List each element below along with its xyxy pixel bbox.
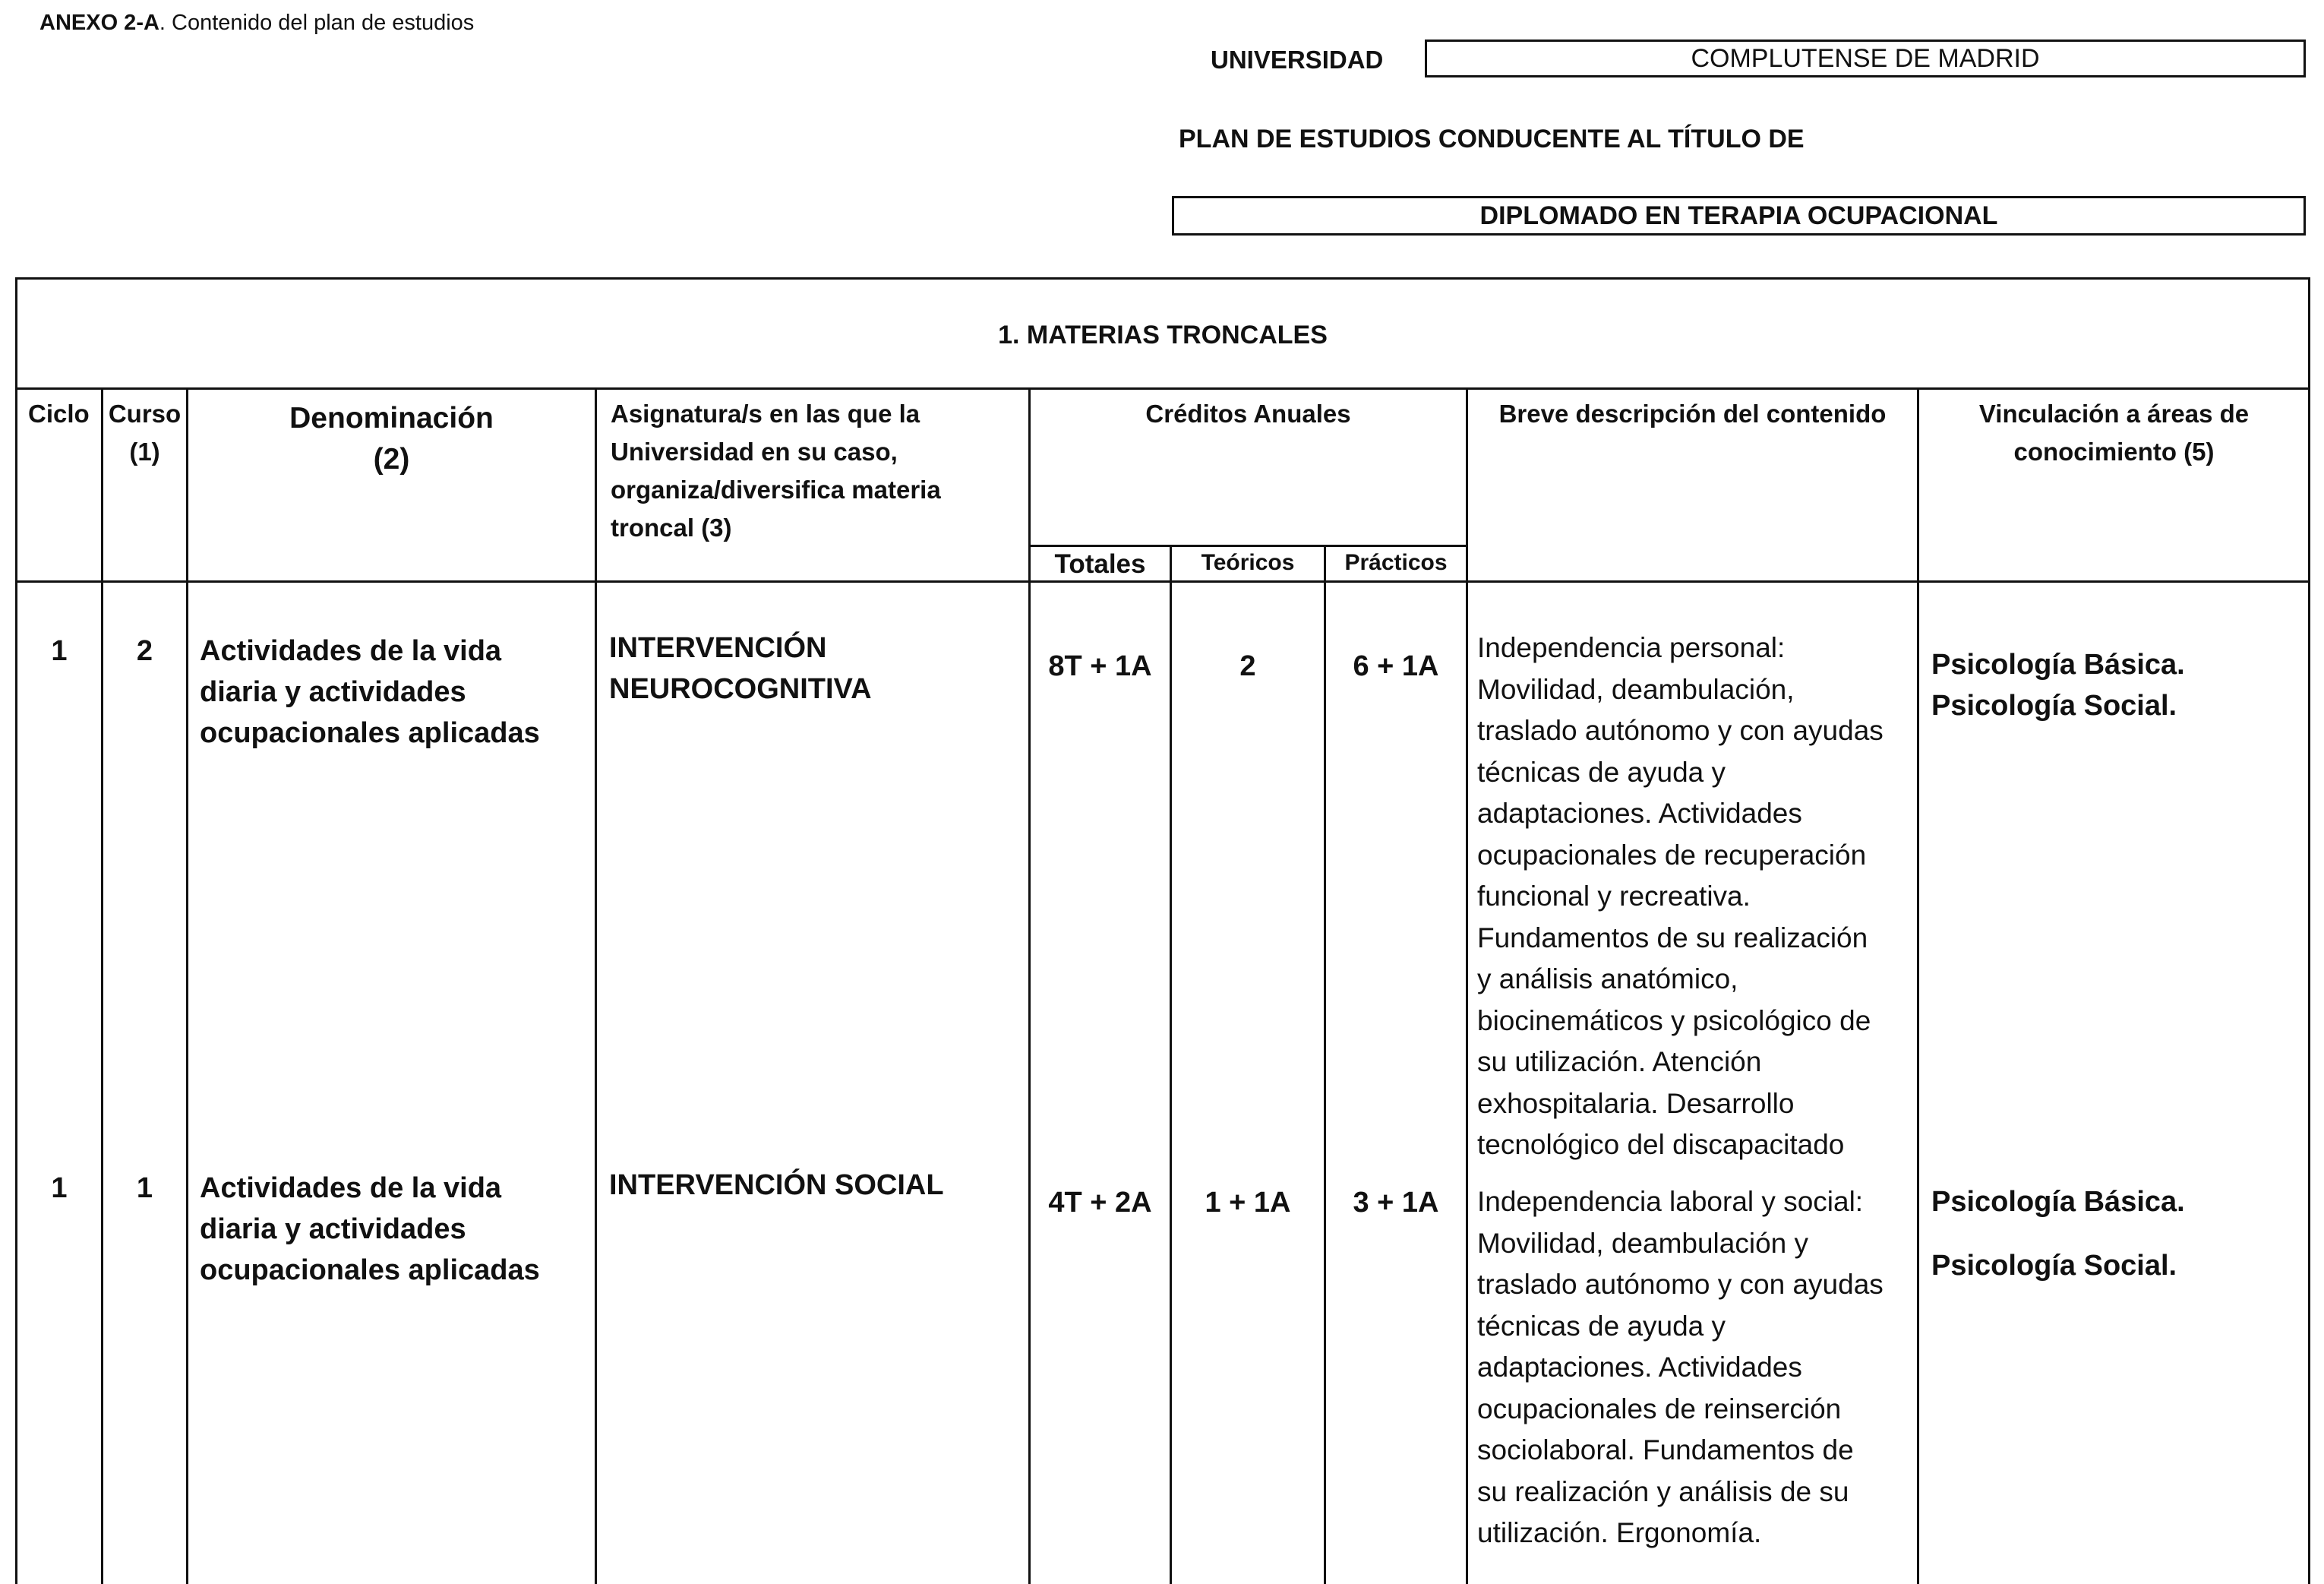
area-line: Psicología Social. <box>1931 1250 2177 1282</box>
asignatura-line: INTERVENCIÓN <box>609 632 827 664</box>
header-asignatura-line: organiza/diversifica materia <box>611 476 941 504</box>
cell-teoricos: 2 <box>1239 650 1256 682</box>
descripcion-line: adaptaciones. Actividades <box>1477 1352 1802 1383</box>
header-vinculacion <box>1919 395 2309 471</box>
header-ciclo: Ciclo <box>28 400 90 428</box>
descripcion-line: utilización. Ergonomía. <box>1477 1517 1762 1548</box>
denominacion-line: diaria y actividades <box>200 676 466 708</box>
denominacion-line: ocupacionales aplicadas <box>200 717 540 749</box>
col-divider-curso <box>186 387 188 1584</box>
descripcion-line: exhospitalaria. Desarrollo <box>1477 1087 1795 1119</box>
cell-ciclo: 1 <box>51 1172 68 1204</box>
header-denominacion-label: Denominación <box>289 402 494 435</box>
header-asignatura-line: Universidad en su caso, <box>611 438 898 466</box>
header-vinculacion-line: Vinculación a áreas de <box>1978 400 2250 428</box>
descripcion-line: traslado autónomo y con ayudas <box>1477 715 1884 746</box>
university-label: UNIVERSIDAD <box>1211 46 1384 74</box>
descripcion-line: técnicas de ayuda y <box>1477 1310 1726 1342</box>
header-totales: Totales <box>1054 549 1146 579</box>
header-teoricos: Teóricos <box>1201 550 1295 575</box>
cell-practicos: 3 + 1A <box>1353 1187 1439 1219</box>
cell-totales: 4T + 2A <box>1048 1187 1152 1219</box>
annex-heading <box>39 11 474 36</box>
cell-denominacion <box>200 1168 540 1291</box>
descripcion-line: traslado autónomo y con ayudas <box>1477 1269 1884 1300</box>
header-creditos: Créditos Anuales <box>1145 400 1351 428</box>
university-name-box: COMPLUTENSE DE MADRID <box>1425 40 2306 77</box>
annex-code: ANEXO 2-A <box>39 11 159 35</box>
col-divider-teoricos <box>1324 545 1326 1584</box>
cell-descripcion <box>1477 628 1884 1166</box>
cell-totales: 8T + 1A <box>1048 650 1152 682</box>
descripcion-line: ocupacionales de recuperación <box>1477 839 1867 871</box>
header-descripcion: Breve descripción del contenido <box>1498 400 1887 428</box>
col-divider-totales <box>1170 545 1172 1584</box>
cell-asignatura <box>609 1165 944 1206</box>
col-divider-ciclo <box>101 387 103 1584</box>
col-divider-denominacion <box>595 387 597 1584</box>
cell-areas <box>1931 1181 2185 1286</box>
header-vinculacion-line: conocimiento (5) <box>2013 438 2215 466</box>
degree-title-box: DIPLOMADO EN TERAPIA OCUPACIONAL <box>1172 196 2306 236</box>
cell-curso: 1 <box>136 1172 153 1204</box>
header-curso-label: Curso <box>108 400 182 428</box>
col-divider-creditos <box>1466 387 1468 1584</box>
header-curso <box>103 395 186 471</box>
descripcion-line: tecnológico del discapacitado <box>1477 1129 1845 1160</box>
cell-descripcion <box>1477 1181 1884 1554</box>
descripcion-line: su utilización. Atención <box>1477 1046 1762 1077</box>
denominacion-line: Actividades de la vida <box>200 635 502 667</box>
header-asignatura-line: Asignatura/s en las que la <box>611 400 920 428</box>
descripcion-line: biocinemáticos y psicológico de <box>1477 1004 1871 1036</box>
area-line: Psicología Básica. <box>1931 649 2185 681</box>
descripcion-line: Movilidad, deambulación, <box>1477 673 1795 705</box>
cell-ciclo: 1 <box>51 635 68 667</box>
descripcion-line: técnicas de ayuda y <box>1477 756 1726 788</box>
header-denominacion-note: (2) <box>373 443 410 476</box>
header-asignatura-line: troncal (3) <box>611 514 732 542</box>
plan-heading: PLAN DE ESTUDIOS CONDUCENTE AL TÍTULO DE <box>1179 125 1805 153</box>
cell-teoricos: 1 + 1A <box>1205 1187 1291 1219</box>
asignatura-line: INTERVENCIÓN SOCIAL <box>609 1169 944 1201</box>
annex-text: . Contenido del plan de estudios <box>159 11 475 35</box>
cell-asignatura <box>609 628 872 710</box>
asignatura-line: NEUROCOGNITIVA <box>609 673 872 705</box>
area-line: Psicología Social. <box>1931 690 2177 722</box>
descripcion-line: Fundamentos de su realización <box>1477 922 1868 953</box>
denominacion-line: diaria y actividades <box>200 1213 466 1245</box>
denominacion-line: ocupacionales aplicadas <box>200 1254 540 1286</box>
header-curso-note: (1) <box>129 438 160 466</box>
header-denominacion <box>188 398 595 480</box>
section-title: 1. MATERIAS TRONCALES <box>998 321 1328 349</box>
descripcion-line: Independencia laboral y social: <box>1477 1186 1864 1217</box>
descripcion-line: funcional y recreativa. <box>1477 881 1751 912</box>
descripcion-line: su realización y análisis de su <box>1477 1475 1849 1507</box>
header-asignatura <box>611 395 941 547</box>
descripcion-line: y análisis anatómico, <box>1477 963 1738 994</box>
area-line: Psicología Básica. <box>1931 1186 2185 1218</box>
section-divider <box>15 387 2310 390</box>
cell-denominacion <box>200 631 540 754</box>
descripcion-line: ocupacionales de reinserción <box>1477 1393 1842 1424</box>
col-divider-descripcion <box>1917 387 1919 1584</box>
cell-areas <box>1931 644 2185 726</box>
descripcion-line: Independencia personal: <box>1477 632 1786 663</box>
descripcion-line: sociolaboral. Fundamentos de <box>1477 1434 1854 1465</box>
cell-practicos: 6 + 1A <box>1353 650 1439 682</box>
denominacion-line: Actividades de la vida <box>200 1172 502 1204</box>
descripcion-line: Movilidad, deambulación y <box>1477 1227 1809 1259</box>
descripcion-line: adaptaciones. Actividades <box>1477 798 1802 829</box>
cell-curso: 2 <box>136 635 153 667</box>
header-practicos: Prácticos <box>1344 550 1448 575</box>
